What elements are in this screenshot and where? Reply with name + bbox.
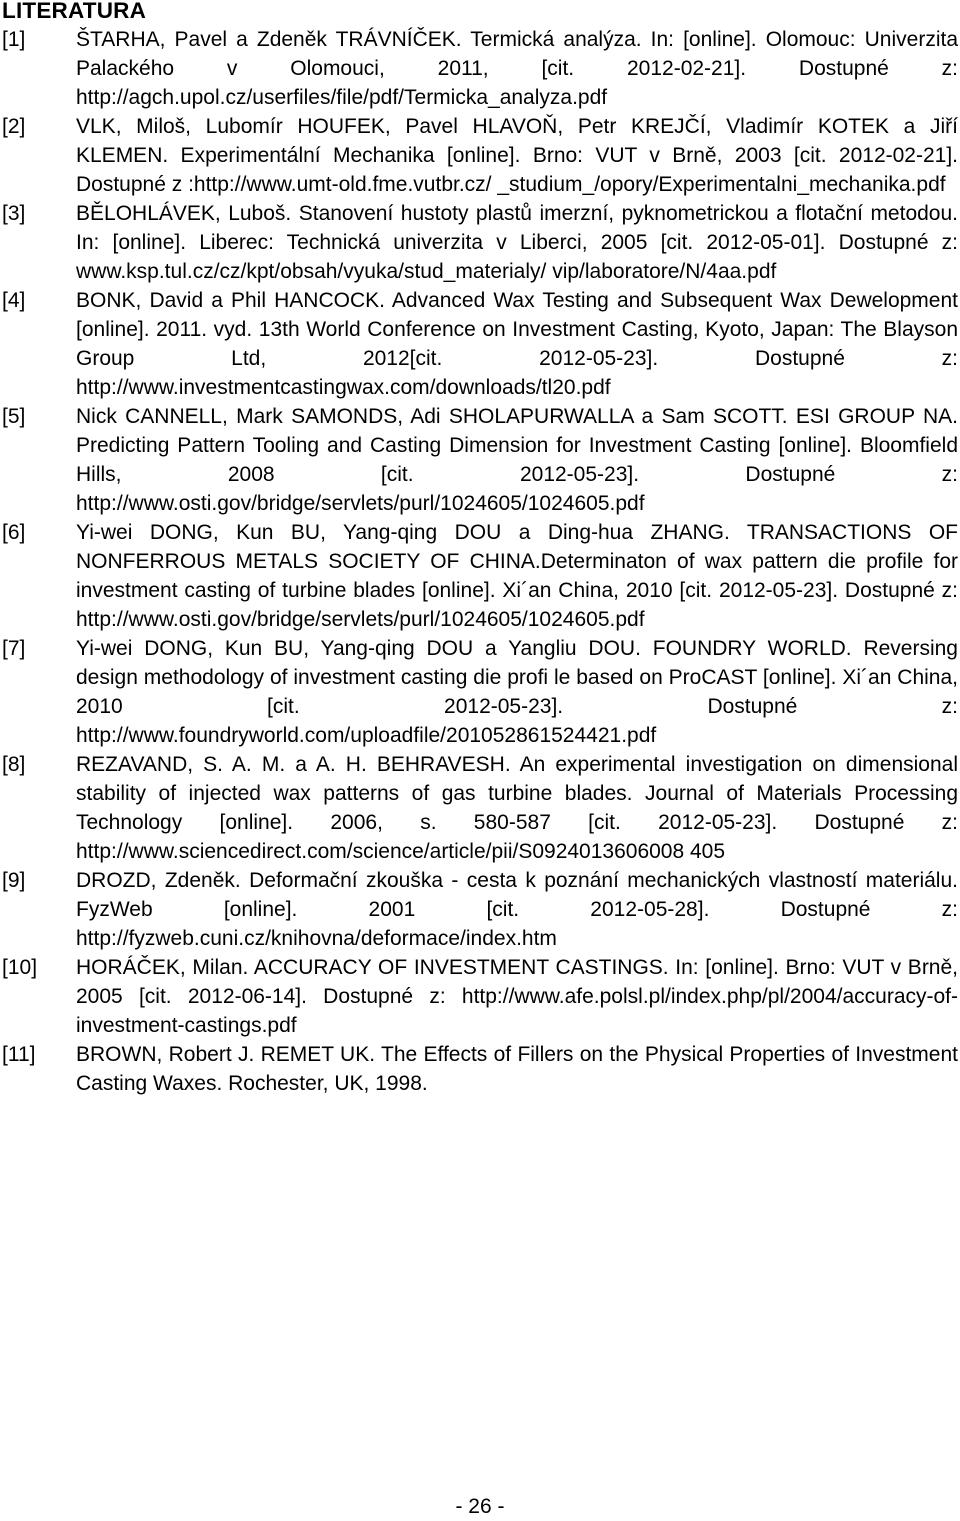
reference-text: BONK, David a Phil HANCOCK. Advanced Wax Testing and Subsequent Wax Dewelopment [online]. 2011. vyd. 13th World Conference on Investment Casting, Kyoto, Japan: The Blayson Group Ltd, 2012[cit. 2012-05-23]. Dostupné z: http://www.investmentcastingwax.com/downloads/tl20.pdf — [76, 289, 958, 399]
reference-number: [1] — [2, 28, 26, 51]
reference-number: [8] — [2, 753, 26, 776]
reference-text: VLK, Miloš, Lubomír HOUFEK, Pavel HLAVOŇ, Petr KREJČÍ, Vladimír KOTEK a Jiří KLEMEN. Experimentální Mechanika [online]. Brno: VUT v Brně, 2003 [cit. 2012-02-21]. Dostupné z :http://www.umt-old.fme.vutbr.cz/ _studium_/opory/Experimentalni_mechanika.pdf — [76, 115, 958, 196]
reference-text: HORÁČEK, Milan. ACCURACY OF INVESTMENT CASTINGS. In: [online]. Brno: VUT v Brně, 2005 [cit. 2012-06-14]. Dostupné z: http://www.afe.polsl.pl/index.php/pl/2004/accuracy-of-investment-castings.pdf — [76, 956, 958, 1037]
reference-number: [4] — [2, 289, 26, 312]
reference-number: [6] — [2, 521, 26, 544]
page-title: LITERATURA — [2, 0, 147, 23]
reference-item — [0, 953, 958, 1040]
reference-text: ŠTARHA, Pavel a Zdeněk TRÁVNÍČEK. Termická analýza. In: [online]. Olomouc: Univerzita Palackého v Olomouci, 2011, [cit. 2012-02-21]. Dostupné z: http://agch.upol.cz/userfiles/file/pdf/Termicka_analyza.pdf — [76, 28, 958, 109]
reference-number: [7] — [2, 637, 26, 660]
reference-item — [0, 866, 958, 953]
reference-item — [0, 518, 958, 634]
reference-text: BROWN, Robert J. REMET UK. The Effects of Fillers on the Physical Properties of Investment Casting Waxes. Rochester, UK, 1998. — [76, 1043, 958, 1095]
reference-item — [0, 750, 958, 866]
reference-item — [0, 199, 958, 286]
reference-number: [3] — [2, 202, 26, 225]
reference-text: Nick CANNELL, Mark SAMONDS, Adi SHOLAPURWALLA a Sam SCOTT. ESI GROUP NA. Predicting Pattern Tooling and Casting Dimension for Investment Casting [online]. Bloomfield Hills, 2008 [cit. 2012-05-23]. Dostupné z: http://www.osti.gov/bridge/servlets/purl/1024605/1024605.pdf — [76, 405, 958, 515]
reference-list — [0, 25, 958, 1098]
reference-text: Yi-wei DONG, Kun BU, Yang-qing DOU a Ding-hua ZHANG. TRANSACTIONS OF NONFERROUS METALS SOCIETY OF CHINA.Determinaton of wax pattern die profile for investment casting of turbine blades [online]. Xi´an China, 2010 [cit. 2012-05-23]. Dostupné z: http://www.osti.gov/bridge/servlets/purl/1024605/1024605.pdf — [76, 521, 958, 631]
reference-item — [0, 1040, 958, 1098]
reference-text: Yi-wei DONG, Kun BU, Yang-qing DOU a Yangliu DOU. FOUNDRY WORLD. Reversing design methodology of investment casting die profi le based on ProCAST [online]. Xi´an China, 2010 [cit. 2012-05-23]. Dostupné z: http://www.foundryworld.com/uploadfile/201052861524421.pdf — [76, 637, 958, 747]
page-number: - 26 - — [455, 1495, 505, 1518]
reference-number: [2] — [2, 115, 26, 138]
reference-text: BĚLOHLÁVEK, Luboš. Stanovení hustoty plastů imerzní, pyknometrickou a flotační metodou. In: [online]. Liberec: Technická univerzita v Liberci, 2005 [cit. 2012-05-01]. Dostupné z: www.ksp.tul.cz/cz/kpt/obsah/vyuka/stud_materialy/ vip/laboratore/N/4aa.pdf — [76, 202, 958, 283]
reference-item — [0, 286, 958, 402]
reference-item — [0, 112, 958, 199]
reference-text: DROZD, Zdeněk. Deformační zkouška - cesta k poznání mechanických vlastností materiálu. FyzWeb [online]. 2001 [cit. 2012-05-28]. Dostupné z: http://fyzweb.cuni.cz/knihovna/deformace/index.htm — [76, 869, 958, 950]
reference-number: [5] — [2, 405, 26, 428]
reference-number: [10] — [2, 956, 38, 979]
reference-text: REZAVAND, S. A. M. a A. H. BEHRAVESH. An experimental investigation on dimensional stability of injected wax patterns of gas turbine blades. Journal of Materials Processing Technology [online]. 2006, s. 580-587 [cit. 2012-05-23]. Dostupné z: http://www.sciencedirect.com/science/article/pii/S0924013606008 405 — [76, 753, 958, 863]
reference-item — [0, 25, 958, 112]
reference-item — [0, 634, 958, 750]
reference-number: [9] — [2, 869, 26, 892]
reference-item — [0, 402, 958, 518]
reference-number: [11] — [2, 1043, 36, 1066]
